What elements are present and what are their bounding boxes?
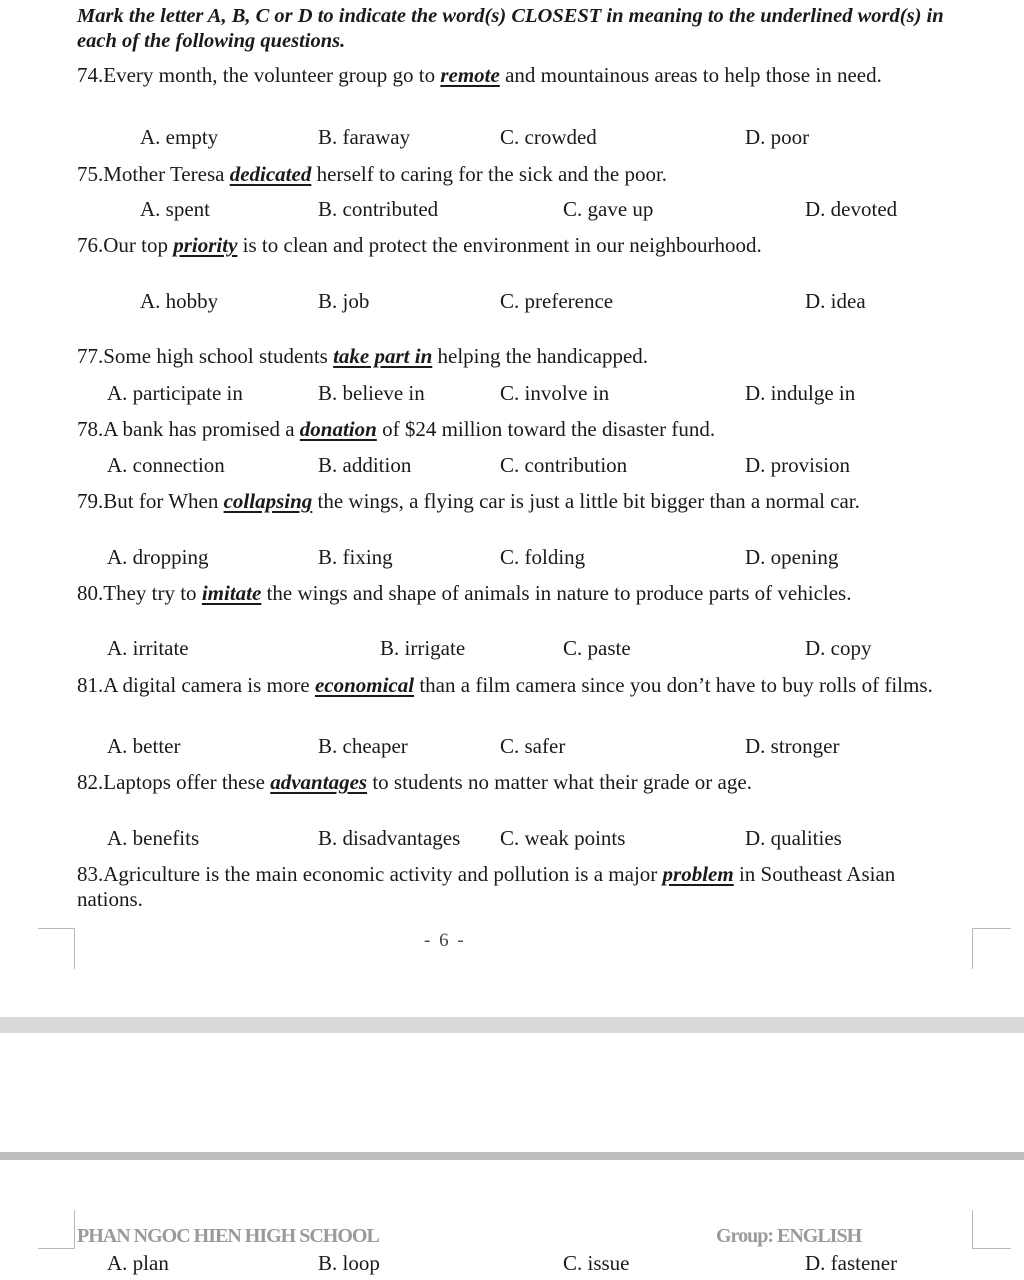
page-corner-mark [972, 928, 1011, 969]
question-number: 76. [77, 233, 104, 257]
underlined-keyword: priority [173, 233, 238, 257]
option-b[interactable]: B. addition [318, 453, 412, 477]
option-d[interactable]: D. qualities [745, 826, 842, 850]
question-number: 82. [77, 770, 104, 794]
option-a[interactable]: A. spent [140, 197, 210, 221]
question-number: 80. [77, 581, 104, 605]
option-c[interactable]: C. safer [500, 734, 566, 758]
option-a[interactable]: A. empty [140, 125, 219, 149]
question-77 [77, 344, 984, 369]
question-text-before: Every month, the volunteer group go to [103, 63, 441, 87]
underlined-keyword: collapsing [223, 489, 313, 513]
school-name-header: PHAN NGOC HIEN HIGH SCHOOL [77, 1225, 379, 1247]
underlined-keyword: dedicated [229, 162, 312, 186]
question-text-before: But for When [103, 489, 224, 513]
question-text-after: the wings and shape of animals in nature to produce parts of vehicles. [261, 581, 852, 605]
option-d[interactable]: D. idea [805, 289, 866, 313]
underlined-keyword: donation [299, 417, 377, 441]
question-76 [77, 233, 984, 258]
underlined-keyword: problem [662, 862, 734, 886]
option-a[interactable]: A. participate in [107, 381, 243, 405]
option-c[interactable]: C. involve in [500, 381, 610, 405]
page-corner-mark [38, 928, 75, 969]
question-text-after: helping the handicapped. [432, 344, 649, 368]
question-text-before: A digital camera is more [103, 673, 315, 697]
option-a[interactable]: A. benefits [107, 826, 200, 850]
question-number: 75. [77, 162, 104, 186]
option-b[interactable]: B. loop [318, 1251, 380, 1275]
option-d[interactable]: D. poor [745, 125, 810, 149]
question-text-before: Our top [103, 233, 174, 257]
option-a[interactable]: A. hobby [140, 289, 219, 313]
option-d[interactable]: D. opening [745, 545, 839, 569]
underlined-keyword: remote [440, 63, 500, 87]
question-78 [77, 417, 984, 442]
group-header: Group: ENGLISH [716, 1225, 862, 1247]
question-text-before: Agriculture is the main economic activity and pollution is a major [103, 862, 663, 886]
question-80 [77, 581, 984, 606]
option-c[interactable]: C. weak points [500, 826, 626, 850]
option-a[interactable]: A. plan [107, 1251, 169, 1275]
option-b[interactable]: B. faraway [318, 125, 411, 149]
question-81 [77, 673, 977, 698]
option-a[interactable]: A. irritate [107, 636, 189, 660]
underlined-keyword: take part in [333, 344, 433, 368]
option-b[interactable]: B. disadvantages [318, 826, 461, 850]
question-83 [77, 862, 957, 912]
option-d[interactable]: D. indulge in [745, 381, 856, 405]
underlined-keyword: imitate [201, 581, 262, 605]
page-separator [0, 1017, 1024, 1033]
page-corner-mark [38, 1210, 75, 1249]
question-74 [77, 63, 937, 88]
underlined-keyword: advantages [270, 770, 368, 794]
option-d[interactable]: D. devoted [805, 197, 898, 221]
option-b[interactable]: B. cheaper [318, 734, 408, 758]
question-number: 83. [77, 862, 104, 886]
option-d[interactable]: D. fastener [805, 1251, 898, 1275]
option-b[interactable]: B. believe in [318, 381, 425, 405]
question-text-after: in Southeast Asian nations. [77, 862, 896, 911]
option-c[interactable]: C. preference [500, 289, 614, 313]
instructions: Mark the letter A, B, C or D to indicate the word(s) CLOSEST in meaning to the underlined word(s) in each of the following questions. [77, 5, 944, 52]
question-text-before: Some high school students [103, 344, 334, 368]
option-c[interactable]: C. paste [563, 636, 631, 660]
option-a[interactable]: A. better [107, 734, 181, 758]
question-text-before: Mother Teresa [103, 162, 230, 186]
option-b[interactable]: B. contributed [318, 197, 439, 221]
option-b[interactable]: B. irrigate [380, 636, 466, 660]
question-82 [77, 770, 984, 795]
underlined-keyword: economical [314, 673, 415, 697]
question-number: 78. [77, 417, 104, 441]
option-a[interactable]: A. dropping [107, 545, 209, 569]
option-d[interactable]: D. provision [745, 453, 850, 477]
option-b[interactable]: B. fixing [318, 545, 393, 569]
question-text-after: and mountainous areas to help those in need. [499, 63, 882, 87]
option-c[interactable]: C. issue [563, 1251, 630, 1275]
question-text-before: Laptops offer these [103, 770, 271, 794]
question-75 [77, 162, 984, 187]
option-c[interactable]: C. folding [500, 545, 586, 569]
option-a[interactable]: A. connection [107, 453, 225, 477]
option-d[interactable]: D. copy [805, 636, 872, 660]
question-text-after: to students no matter what their grade or age. [367, 770, 752, 794]
option-c[interactable]: C. gave up [563, 197, 654, 221]
option-b[interactable]: B. job [318, 289, 370, 313]
question-text-before: They try to [103, 581, 202, 605]
question-text-after: the wings, a flying car is just a little bit bigger than a normal car. [312, 489, 860, 513]
option-c[interactable]: C. contribution [500, 453, 628, 477]
option-d[interactable]: D. stronger [745, 734, 840, 758]
question-79 [77, 489, 984, 514]
page-number: - 6 - [424, 930, 466, 951]
question-text-after: herself to caring for the sick and the poor. [311, 162, 668, 186]
option-c[interactable]: C. crowded [500, 125, 597, 149]
page-separator [0, 1152, 1024, 1160]
question-text-after: of $24 million toward the disaster fund. [376, 417, 716, 441]
question-text-before: A bank has promised a [103, 417, 300, 441]
question-number: 74. [77, 63, 104, 87]
page-corner-mark [972, 1210, 1011, 1249]
question-number: 77. [77, 344, 104, 368]
question-text-after: is to clean and protect the environment in our neighbourhood. [237, 233, 762, 257]
question-text-after: than a film camera since you don’t have to buy rolls of films. [414, 673, 933, 697]
question-number: 81. [77, 673, 104, 697]
question-number: 79. [77, 489, 104, 513]
